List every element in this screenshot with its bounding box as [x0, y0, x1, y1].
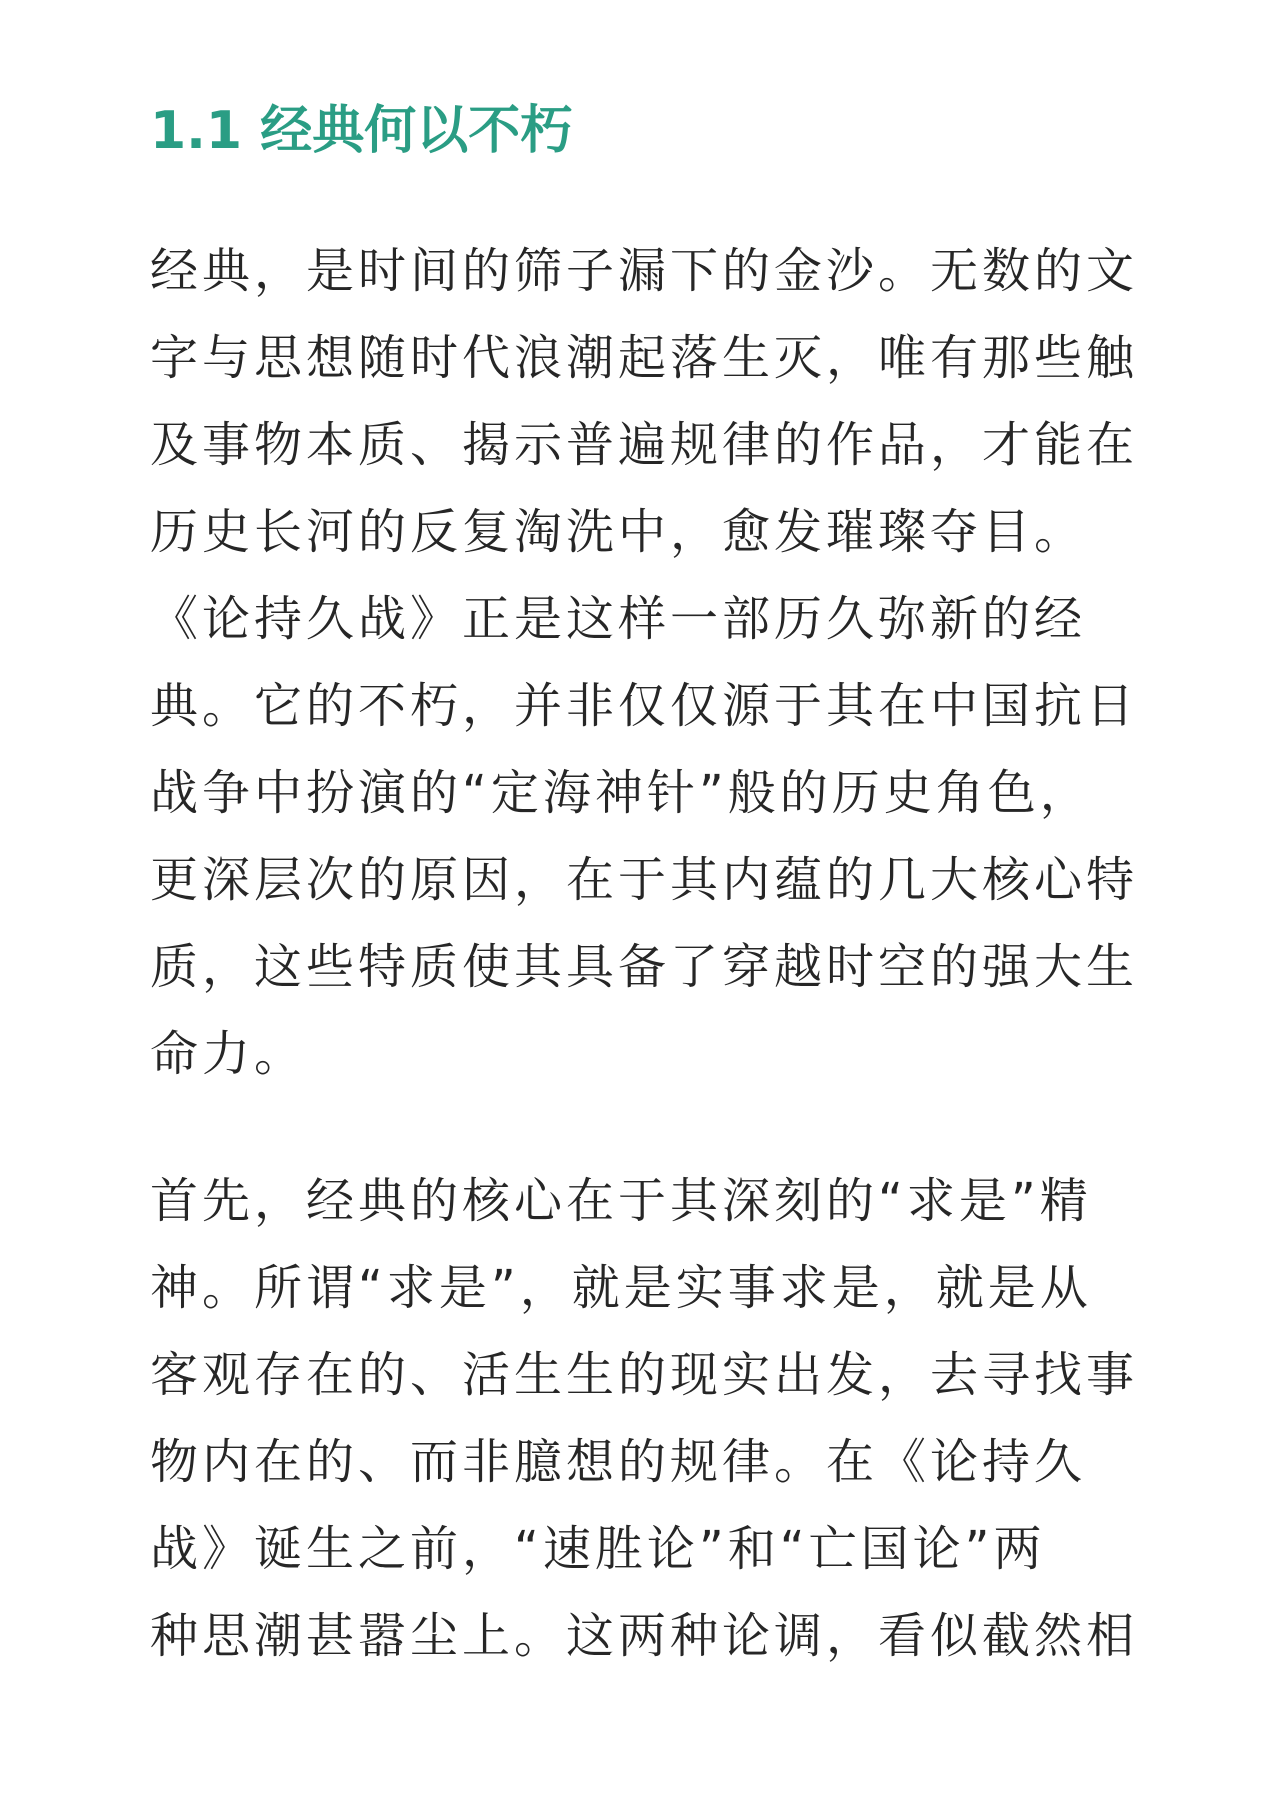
paragraph-2	[150, 1158, 1140, 1680]
paragraph-line: 质，这些特质使其具备了穿越时空的强大生	[150, 939, 1139, 995]
paragraph-line: 命力。	[150, 1026, 307, 1082]
paragraph-line: 战争中扮演的“定海神针”般的历史角色，	[150, 765, 1092, 821]
paragraph-1	[150, 228, 1140, 1098]
paragraph-line: 神。所谓“求是”，就是实事求是，就是从	[150, 1260, 1092, 1316]
paragraph-line: 物内在的、而非臆想的规律。在《论持久	[150, 1434, 1087, 1490]
paragraph-line: 客观存在的、活生生的现实出发，去寻找事	[150, 1347, 1139, 1403]
paragraph-line: 经典，是时间的筛子漏下的金沙。无数的文	[150, 243, 1139, 299]
paragraph-line: 典。它的不朽，并非仅仅源于其在中国抗日	[150, 678, 1139, 734]
paragraph-line: 更深层次的原因，在于其内蕴的几大核心特	[150, 852, 1139, 908]
paragraph-line: 种思潮甚嚣尘上。这两种论调，看似截然相	[150, 1608, 1139, 1664]
paragraph-line: 战》诞生之前，“速胜论”和“亡国论”两	[150, 1521, 1046, 1577]
paragraph-line: 《论持久战》正是这样一部历久弥新的经	[150, 591, 1087, 647]
paragraph-line: 字与思想随时代浪潮起落生灭，唯有那些触	[150, 330, 1139, 386]
paragraph-line: 历史长河的反复淘洗中，愈发璀璨夺目。	[150, 504, 1087, 560]
paragraph-line: 及事物本质、揭示普遍规律的作品，才能在	[150, 417, 1139, 473]
section-heading: 1.1 经典何以不朽	[150, 101, 573, 161]
paragraph-line: 首先，经典的核心在于其深刻的“求是”精	[150, 1173, 1092, 1229]
